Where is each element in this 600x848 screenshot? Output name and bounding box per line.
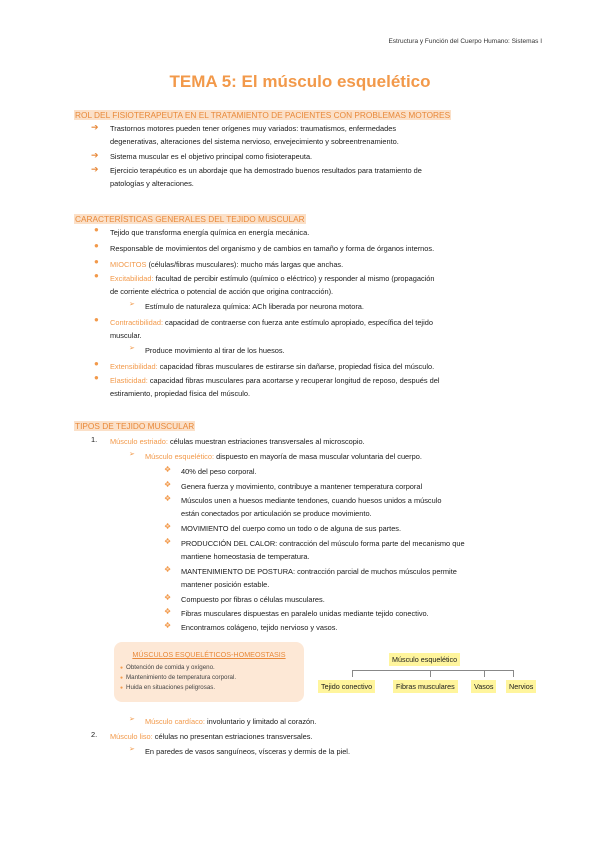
sub-sub-item-cont: mantiene homeostasia de temperatura. [181, 552, 310, 561]
bullet-icon: ● [94, 315, 99, 324]
section-heading-tipos: TIPOS DE TEJIDO MUSCULAR [75, 421, 195, 431]
term: Elasticidad: [110, 376, 148, 385]
list-item-cont: muscular. [110, 331, 142, 340]
term: Extensibilidad: [110, 362, 158, 371]
diamond-bullet-icon: ❖ [164, 480, 172, 489]
arrow-icon: ➔ [91, 164, 99, 174]
diagram-connector [352, 670, 353, 677]
sub-sub-item: Encontramos colágeno, tejido nervioso y vasos. [181, 623, 338, 632]
list-item: Ejercicio terapéutico es un abordaje que ha demostrado buenos resultados para tratamiento de [110, 166, 422, 175]
sub-sub-item: Fibras musculares dispuestas en paralelo unidas mediante tejido conectivo. [181, 609, 429, 618]
diamond-bullet-icon: ❖ [164, 522, 172, 531]
list-item-cont: de corriente eléctrica o potencial de acción que origina contracción). [110, 287, 334, 296]
list-item: Sistema muscular es el objetivo principal como fisioterapeuta. [110, 152, 313, 161]
bullet-icon: ● [94, 257, 99, 266]
list-item: MIOCITOS (células/fibras musculares): mucho más largas que anchas. [110, 260, 344, 269]
sub-item: Músculo cardíaco: involuntario y limitado al corazón. [145, 717, 317, 726]
diagram-connector [352, 670, 513, 671]
list-item-cont: patologías y alteraciones. [110, 179, 194, 188]
diamond-bullet-icon: ❖ [164, 494, 172, 503]
sub-sub-item: Genera fuerza y movimiento, contribuye a mantener temperatura corporal [181, 482, 423, 491]
triangle-bullet-icon: ➢ [129, 345, 135, 352]
arrow-icon: ➔ [91, 150, 99, 160]
list-number: 2. [91, 730, 98, 739]
diamond-bullet-icon: ❖ [164, 593, 172, 602]
diagram-node: Nervios [506, 680, 536, 693]
list-item-cont: estiramiento, propiedad física del músculo. [110, 389, 251, 398]
running-header: Estructura y Función del Cuerpo Humano: Sistemas I [388, 38, 542, 45]
bullet-icon: ● [94, 359, 99, 368]
diagram-node: Tejido conectivo [318, 680, 375, 693]
list-item: Contractibilidad: capacidad de contraerse con fuerza ante estímulo apropiado, específica del tejido [110, 318, 433, 327]
sub-sub-item: MANTENIMIENTO DE POSTURA: contracción parcial de muchos músculos permite [181, 567, 457, 576]
diagram-connector [484, 670, 485, 677]
diagram-connector [430, 670, 431, 677]
bullet-icon: ● [94, 225, 99, 234]
term: Contractibilidad: [110, 318, 163, 327]
diagram-node: Vasos [471, 680, 496, 693]
bullet-icon: ● [120, 685, 124, 691]
triangle-bullet-icon: ➢ [129, 451, 135, 458]
sub-sub-item: Compuesto por fibras o células musculares. [181, 595, 325, 604]
list-item: Músculo liso: células no presentan estriaciones transversales. [110, 732, 313, 741]
bullet-icon: ● [120, 675, 124, 681]
box-item: Huida en situaciones peligrosas. [126, 684, 216, 691]
sub-item: Músculo esquelético: dispuesto en mayoría de masa muscular voluntaria del cuerpo. [145, 452, 422, 461]
list-item: Tejido que transforma energía química en energía mecánica. [110, 228, 310, 237]
diagram-root: Músculo esquelético [389, 653, 460, 666]
section-heading-rol: ROL DEL FISIOTERAPEUTA EN EL TRATAMIENTO DE PACIENTES CON PROBLEMAS MOTORES [75, 110, 451, 120]
bullet-icon: ● [94, 373, 99, 382]
bullet-icon: ● [120, 665, 124, 671]
triangle-bullet-icon: ➢ [129, 301, 135, 308]
homeostasis-box [114, 642, 304, 702]
sub-sub-item-cont: están conectados por articulación se produce movimiento. [181, 509, 372, 518]
list-item: Extensibilidad: capacidad fibras musculares de estirarse sin dañarse, propiedad física del músculo. [110, 362, 435, 371]
list-item: Músculo estriado: células muestran estriaciones transversales al microscopio. [110, 437, 365, 446]
diagram-node: Fibras musculares [393, 680, 458, 693]
triangle-bullet-icon: ➢ [129, 746, 135, 753]
diagram-connector [513, 670, 514, 677]
triangle-bullet-icon: ➢ [129, 716, 135, 723]
box-item: Obtención de comida y oxígeno. [126, 664, 215, 671]
bullet-icon: ● [94, 241, 99, 250]
box-title: MÚSCULOS ESQUELÉTICOS-HOMEOSTASIS [132, 650, 286, 659]
sub-sub-item: PRODUCCIÓN DEL CALOR: contracción del músculo forma parte del mecanismo que [181, 539, 465, 548]
sub-sub-item-cont: mantener posición estable. [181, 580, 270, 589]
arrow-icon: ➔ [91, 122, 99, 132]
sub-sub-item: MOVIMIENTO del cuerpo como un todo o de alguna de sus partes. [181, 524, 402, 533]
term: Músculo cardíaco: [145, 717, 205, 726]
term: Músculo liso: [110, 732, 153, 741]
list-item-cont: degenerativas, alteraciones del sistema nervioso, envejecimiento y sobreentrenamiento. [110, 137, 399, 146]
term: Músculo esquelético: [145, 452, 215, 461]
list-item: Responsable de movimientos del organismo y de cambios en tamaño y forma de órganos internos. [110, 244, 435, 253]
sub-sub-item: 40% del peso corporal. [181, 467, 257, 476]
sub-sub-item: Músculos unen a huesos mediante tendones, cuando huesos unidos a músculo [181, 496, 442, 505]
diamond-bullet-icon: ❖ [164, 621, 172, 630]
diamond-bullet-icon: ❖ [164, 537, 172, 546]
box-item: Mantenimiento de temperatura corporal. [126, 674, 237, 681]
section-heading-caracteristicas: CARACTERÍSTICAS GENERALES DEL TEJIDO MUSCULAR [75, 214, 305, 224]
list-item: Excitabilidad: facultad de percibir estímulo (químico o eléctrico) y responder al mismo (propagación [110, 274, 435, 283]
sub-item: Produce movimiento al tirar de los huesos. [145, 346, 285, 355]
page-title: TEMA 5: El músculo esquelético [169, 72, 431, 91]
list-item: Elasticidad: capacidad fibras musculares para acortarse y recuperar longitud de reposo, después del [110, 376, 440, 385]
list-item: Trastornos motores pueden tener orígenes muy variados: traumatismos, enfermedades [110, 124, 397, 133]
bullet-icon: ● [94, 271, 99, 280]
term: Excitabilidad: [110, 274, 154, 283]
term: Músculo estriado: [110, 437, 168, 446]
diamond-bullet-icon: ❖ [164, 465, 172, 474]
diamond-bullet-icon: ❖ [164, 565, 172, 574]
diamond-bullet-icon: ❖ [164, 607, 172, 616]
sub-item: En paredes de vasos sanguíneos, vísceras y dermis de la piel. [145, 747, 350, 756]
sub-item: Estímulo de naturaleza química: ACh liberada por neurona motora. [145, 302, 364, 311]
list-number: 1. [91, 435, 98, 444]
term: MIOCITOS [110, 260, 147, 269]
